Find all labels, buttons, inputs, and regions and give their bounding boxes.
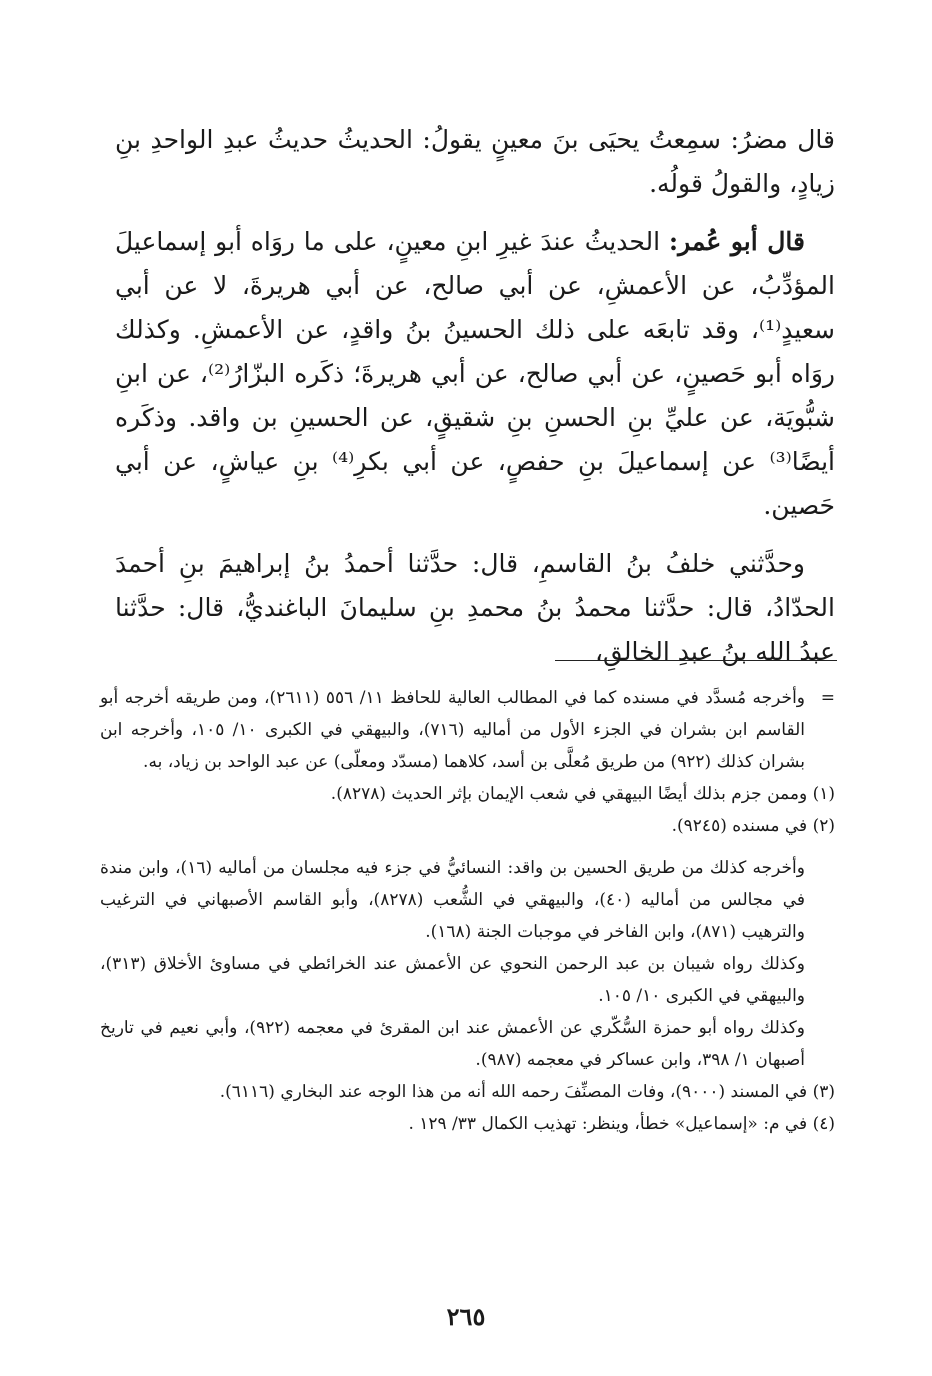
page-number: ٢٦٥ bbox=[446, 1302, 486, 1331]
paragraph-2-lead: قال أبو عُمر: bbox=[668, 227, 805, 256]
footnote-continuation bbox=[100, 682, 835, 778]
main-text bbox=[115, 118, 835, 688]
paragraph-2-text: الحديثُ عندَ غيرِ ابنِ معينٍ، على ما روَاه أبو إسماعيلَ المؤدِّبُ، عن الأعمشِ، عن أبي صالح، عن أبي هريرةَ، لا عن أبي سعيدٍ⁽¹⁾، وقد تابعَه على ذلك الحسينُ بنُ واقدٍ، عن الأعمشِ. وكذلك روَاه أبو حَصينٍ، عن أبي صالح، عن أبي هريرةَ؛ ذكَره البزّارُ⁽²⁾، عن ابنِ شبُّويَة، عن عليِّ بنِ الحسنِ بنِ شقيقٍ، عن الحسينِ بن واقد. وذكَره أيضًا⁽³⁾ عن إسماعيلَ بنِ حفصٍ، عن أبي بكرِ⁽⁴⁾ بنِ عياشٍ، عن أبي حَصين. bbox=[115, 227, 835, 520]
continuation-marker: = bbox=[820, 688, 835, 708]
footnote-4: (٤) في م: «إسماعيل» خطأ، وينظر: تهذيب الكمال ٣٣/ ١٢٩ . bbox=[408, 1114, 835, 1134]
footnotes bbox=[100, 682, 835, 1140]
paragraph-3: وحدَّثني خلفُ بنُ القاسمِ، قال: حدَّثنا أحمدُ بنُ إبراهيمَ بنِ أحمدَ الحدّادُ، قال: حدَّثنا محمدُ بنُ محمدِ بنِ سليمانَ الباغنديُّ، قال: حدَّثنا عبدُ الله بنُ عبدِ الخالقِ، bbox=[115, 549, 835, 666]
footnote-2-para-a: وأخرجه كذلك من طريق الحسين بن واقد: النسائيُّ في جزء فيه مجلسان من أماليه (١٦)، وابن مندة في مجالس من أماليه (٤٠)، والبيهقي في الشُّعب (٨٢٧٨)، وأبو القاسم الأصبهاني في الترغيب والترهيب (٨٧١)، وابن الفاخر في موجبات الجنة (١٦٨). bbox=[100, 858, 805, 942]
footnote-separator bbox=[555, 660, 837, 661]
footnote-3: (٣) في المسند (٩٠٠٠)، وفات المصنِّفَ رحمه الله أنه من هذا الوجه عند البخاري (٦١١٦). bbox=[219, 1082, 835, 1102]
footnote-continuation-text: وأخرجه مُسدَّد في مسنده كما في المطالب العالية للحافظ ١١/ ٥٥٦ (٢٦١١)، ومن طريقه أخرجه أبو القاسم ابن بشران في الجزء الأول من أماليه (٧١٦)، والبيهقي في الكبرى ١٠/ ١٠٥، وأخرجه ابن بشران كذلك (٩٢٢) من طريق مُعلَّى بن أسد، كلاهما (مسدّد ومعلّى) عن عبد الواحد بن زياد، به. bbox=[100, 688, 805, 772]
footnote-2-para-c: وكذلك رواه أبو حمزة السُّكّري عن الأعمش عند ابن المقرئ في معجمه (٩٢٢)، وأبي نعيم في تاريخ أصبهان ١/ ٣٩٨، وابن عساكر في معجمه (٩٨٧). bbox=[100, 1018, 805, 1070]
footnote-gap bbox=[100, 842, 835, 852]
footnote-1: (١) وممن جزم بذلك أيضًا البيهقي في شعب الإيمان بإثر الحديث (٨٢٧٨). bbox=[330, 784, 835, 804]
paragraph-2 bbox=[115, 220, 835, 528]
footnote-2-para-b: وكذلك رواه شيبان بن عبد الرحمن النحوي عن الأعمش عند الخرائطي في مساوئ الأخلاق (٣١٣)، والبيهقي في الكبرى ١٠/ ١٠٥. bbox=[100, 954, 805, 1006]
paragraph-1: قال مضرُ: سمِعتُ يحيَى بنَ معينٍ يقولُ: الحديثُ حديثُ عبدِ الواحدِ بنِ زيادٍ، والقولُ قولُه. bbox=[115, 125, 835, 198]
footnote-2: (٢) في مسنده (٩٢٤٥). bbox=[671, 816, 835, 836]
